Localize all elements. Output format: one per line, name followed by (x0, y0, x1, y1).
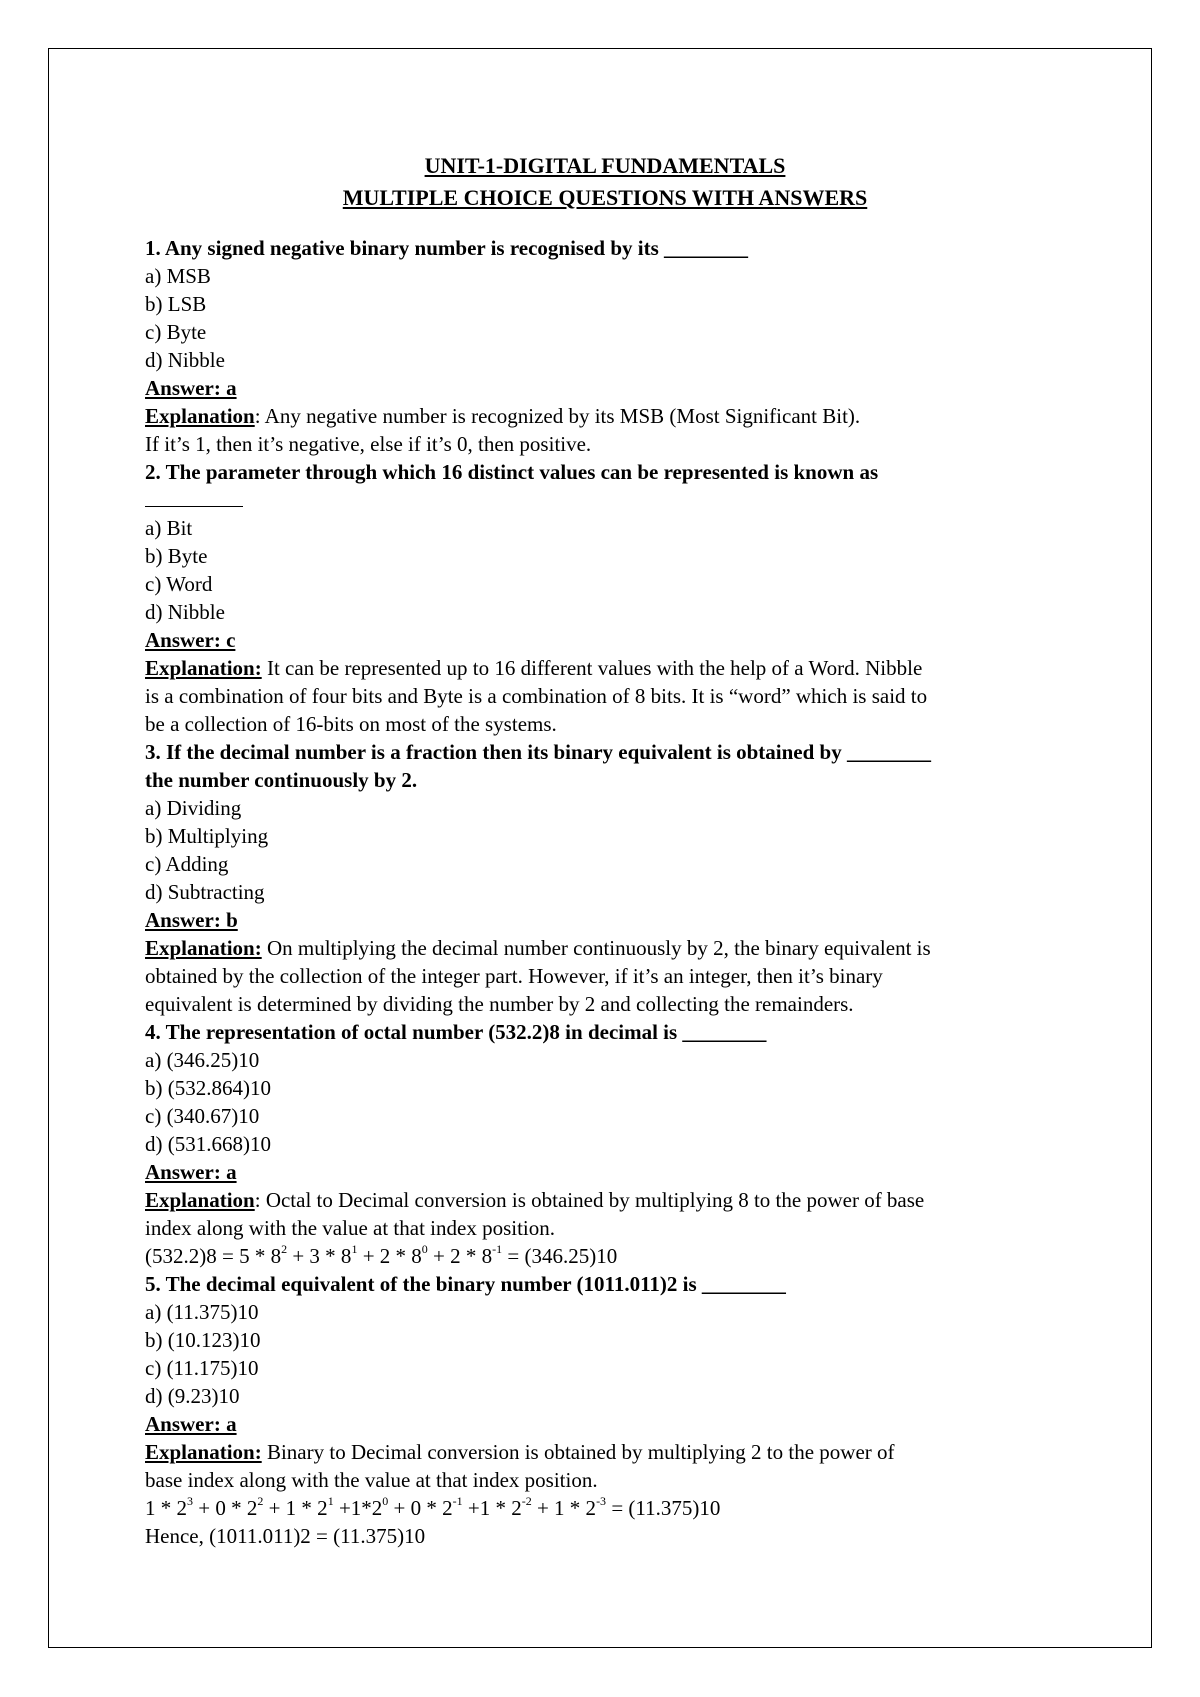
explanation-label: Explanation: (145, 656, 262, 680)
explanation-text: base index along with the value at that index position. (145, 1468, 598, 1492)
answer-blank (145, 486, 1065, 514)
option: a) (11.375)10 (145, 1300, 259, 1324)
formula-part: +1*2 (333, 1496, 383, 1520)
question-text: 1. Any signed negative binary number is recognised by its ________ (145, 236, 749, 260)
formula-exponent: -1 (492, 1242, 503, 1256)
explanation-text: If it’s 1, then it’s negative, else if it’s 0, then positive. (145, 432, 592, 456)
question-block-4 (145, 1018, 1065, 1270)
option: b) Multiplying (145, 824, 269, 848)
explanation-text: obtained by the collection of the integer part. However, if it’s an integer, then it’s binary (145, 964, 883, 988)
formula-part: + 0 * 2 (388, 1496, 453, 1520)
option: d) Subtracting (145, 880, 265, 904)
explanation-sep: : (254, 1188, 261, 1212)
formula-part: +1 * 2 (462, 1496, 522, 1520)
option: a) MSB (145, 264, 211, 288)
explanation-text: On multiplying the decimal number continuously by 2, the binary equivalent is (261, 936, 931, 960)
question-text: 5. The decimal equivalent of the binary number (1011.011)2 is ________ (145, 1272, 786, 1296)
formula-exponent: 3 (187, 1494, 193, 1508)
formula-part: + 3 * 8 (287, 1244, 352, 1268)
answer: Answer: b (145, 908, 238, 932)
option: b) (532.864)10 (145, 1076, 271, 1100)
option: d) (9.23)10 (145, 1384, 240, 1408)
explanation-text: be a collection of 16-bits on most of the systems. (145, 712, 557, 736)
explanation-text: Binary to Decimal conversion is obtained by multiplying 2 to the power of (261, 1440, 895, 1464)
option: c) (340.67)10 (145, 1104, 260, 1128)
option: d) Nibble (145, 348, 225, 372)
explanation-text: equivalent is determined by dividing the number by 2 and collecting the remainders. (145, 992, 854, 1016)
question-block-1 (145, 234, 1065, 458)
answer: Answer: a (145, 1160, 237, 1184)
formula-part: = (346.25)10 (502, 1244, 618, 1268)
explanation (145, 1438, 1065, 1466)
explanation-text: Octal to Decimal conversion is obtained by multiplying 8 to the power of base (260, 1188, 925, 1212)
option: c) Word (145, 572, 213, 596)
formula-exponent: 0 (421, 1242, 428, 1256)
option: a) Bit (145, 516, 193, 540)
formula-exponent: 0 (382, 1494, 389, 1508)
formula-part: 1 * 2 (145, 1496, 187, 1520)
option: c) Byte (145, 320, 207, 344)
question-block-2 (145, 458, 1065, 738)
option: d) Nibble (145, 600, 225, 624)
explanation-sep: : (254, 404, 261, 428)
formula-exponent: 1 (327, 1494, 334, 1508)
document-title: UNIT-1-DIGITAL FUNDAMENTALS (424, 153, 786, 178)
answer: Answer: a (145, 1412, 237, 1436)
answer: Answer: c (145, 628, 236, 652)
option: d) (531.668)10 (145, 1132, 271, 1156)
formula-part: + 0 * 2 (193, 1496, 258, 1520)
title-block (145, 150, 1065, 214)
option: b) Byte (145, 544, 208, 568)
option: c) (11.175)10 (145, 1356, 259, 1380)
question-block-3 (145, 738, 1065, 1018)
explanation-text: is a combination of four bits and Byte is a combination of 8 bits. It is “word” which is said to (145, 684, 928, 708)
explanation (145, 402, 1065, 430)
option: c) Adding (145, 852, 229, 876)
question-block-5 (145, 1270, 1065, 1550)
formula-part: = (11.375)10 (606, 1496, 721, 1520)
formula-exponent: 2 (257, 1494, 264, 1508)
explanation-text: It can be represented up to 16 different values with the help of a Word. Nibble (261, 656, 923, 680)
explanation-label: Explanation: (145, 936, 262, 960)
question-text: 3. If the decimal number is a fraction then its binary equivalent is obtained by ________ (145, 740, 931, 764)
explanation-label: Explanation (145, 404, 255, 428)
formula-part: + 1 * 2 (531, 1496, 597, 1520)
formula-exponent: -1 (452, 1494, 463, 1508)
formula-part: + 2 * 8 (427, 1244, 493, 1268)
formula-part: + 2 * 8 (357, 1244, 422, 1268)
formula (145, 1242, 1065, 1270)
formula-part: + 1 * 2 (263, 1496, 328, 1520)
formula (145, 1494, 1065, 1522)
option: a) (346.25)10 (145, 1048, 260, 1072)
formula-part: (532.2)8 = 5 * 8 (145, 1244, 282, 1268)
document-subtitle: MULTIPLE CHOICE QUESTIONS WITH ANSWERS (342, 185, 868, 210)
explanation-text: Any negative number is recognized by its MSB (Most Significant Bit). (260, 404, 861, 428)
document-body (145, 150, 1065, 1550)
formula-exponent: -3 (596, 1494, 607, 1508)
formula-exponent: -2 (521, 1494, 532, 1508)
conclusion: Hence, (1011.011)2 = (11.375)10 (145, 1524, 426, 1548)
explanation-label: Explanation (145, 1188, 255, 1212)
formula-exponent: 1 (351, 1242, 358, 1256)
option: b) LSB (145, 292, 207, 316)
explanation (145, 1186, 1065, 1214)
explanation-label: Explanation: (145, 1440, 262, 1464)
formula-exponent: 2 (281, 1242, 288, 1256)
question-text: the number continuously by 2. (145, 768, 418, 792)
explanation (145, 934, 1065, 962)
answer: Answer: a (145, 376, 237, 400)
explanation-text: index along with the value at that index position. (145, 1216, 556, 1240)
question-text: 4. The representation of octal number (532.2)8 in decimal is ________ (145, 1020, 767, 1044)
option: b) (10.123)10 (145, 1328, 261, 1352)
option: a) Dividing (145, 796, 242, 820)
question-text: 2. The parameter through which 16 distinct values can be represented is known as (145, 460, 879, 484)
explanation (145, 654, 1065, 682)
